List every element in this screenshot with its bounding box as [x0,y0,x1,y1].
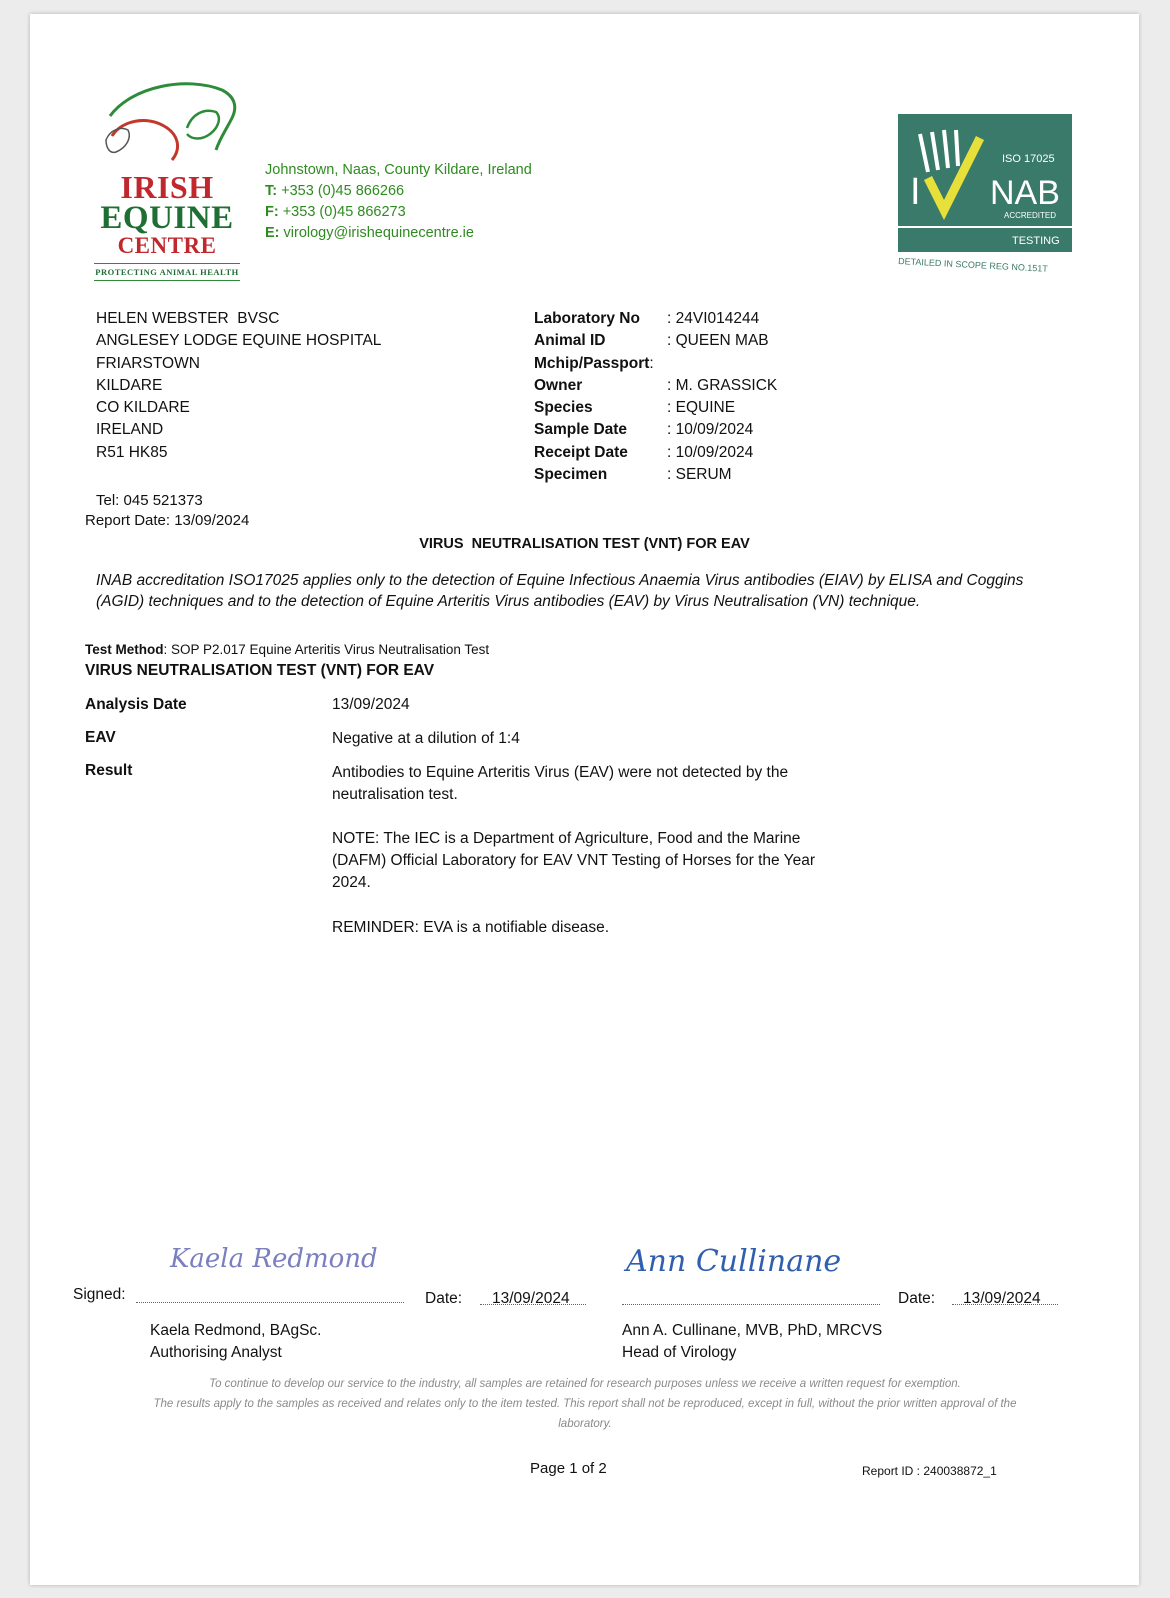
detail-key: Species [534,399,593,417]
signature-2-line [622,1304,880,1305]
contact-block [265,160,532,244]
recipient-line: HELEN WEBSTER BVSC [96,310,280,327]
recipient-line: FRIARSTOWN [96,354,200,372]
logo-line-centre: CENTRE [117,233,217,258]
fax-label: F: [265,204,279,220]
inab-iso-text: ISO 17025 [1002,153,1055,165]
detail-row [534,442,777,464]
reminder-note: REMINDER: EVA is a notifiable disease. [332,919,610,936]
detail-value: : SERUM [667,466,732,484]
accreditation-note: INAB accreditation ISO17025 applies only to the detection of Equine Infectious Anaemia Virus antibodies (EIAV) by ELISA and Coggins (AGID) techniques and to the detection of Equine Arteritis Virus antibodies (EAV) by Virus Neutralisation (VN) technique. [96,572,1024,610]
inab-accredited-text: ACCREDITED [1004,211,1057,220]
detail-key: Specimen [534,466,608,484]
report-page [30,14,1139,1585]
logo-tagline: PROTECTING ANIMAL HEALTH [95,267,239,277]
detail-key: Mchip/Passport [534,354,650,372]
report-date: Report Date: 13/09/2024 [85,512,250,529]
signed-label: Signed: [73,1286,126,1303]
contact-email [265,223,532,244]
detail-row [534,419,777,441]
logo-divider [94,263,240,264]
sig2-name: Ann A. Cullinane, MVB, PhD, MRCVS [622,1322,883,1339]
inab-logo-icon [898,114,1074,274]
iec-logo [92,78,242,300]
detail-row [534,330,777,352]
contact-phone [265,181,532,202]
lab-details [534,308,777,486]
signature-1-line [136,1302,404,1303]
analysis-date-value: 13/09/2024 [332,696,410,713]
dafm-note: NOTE: The IEC is a Department of Agriculture, Food and the Marine (DAFM) Official Laboratory for EAV VNT Testing of Horses for the Year 2024. [332,830,815,891]
email-value: virology@irishequinecentre.ie [283,225,474,241]
sig1-date: 13/09/2024 [492,1290,570,1307]
detail-value: : QUEEN MAB [667,332,769,350]
report-id: Report ID : 240038872_1 [862,1464,997,1478]
horse-logo-icon [92,78,242,173]
inab-i-text: I [910,171,921,213]
analysis-date-label: Analysis Date [85,696,187,713]
phone-value: +353 (0)45 866266 [281,183,405,199]
detail-value: : 10/09/2024 [667,421,754,439]
inab-badge [898,114,1074,274]
date-label-1: Date: [425,1290,463,1307]
eav-value: Negative at a dilution of 1:4 [332,730,520,747]
contact-fax [265,202,532,223]
detail-row [534,308,777,330]
detail-value: : [649,354,654,372]
detail-row [534,464,777,486]
sig1-title: Authorising Analyst [150,1344,282,1361]
logo-line-equine: EQUINE [100,200,234,236]
detail-key: Laboratory No [534,310,640,327]
detail-key: Sample Date [534,421,628,439]
page-number: Page 1 of 2 [530,1460,607,1477]
signature-2: Ann Cullinane [626,1244,842,1279]
date-label-2: Date: [898,1290,936,1307]
logo-line-irish: IRISH [120,169,214,205]
test-method-label: Test Method [85,642,164,657]
recipient-line: R51 HK85 [96,443,168,461]
footer-line-2: The results apply to the samples as received and relates only to the item tested. This report shall not be reproduced, except in full, without the prior written approval of the laboratory. [153,1398,1017,1430]
eav-label: EAV [85,729,116,746]
detail-key: Animal ID [534,332,606,350]
signature-1: Kaela Redmond [170,1244,378,1274]
recipient-line: CO KILDARE [96,399,190,417]
inab-nab-text: NAB [990,174,1060,212]
sig1-name: Kaela Redmond, BAgSc. [150,1322,322,1339]
result-label: Result [85,762,133,779]
footer-line-1: To continue to develop our service to the industry, all samples are retained for research purposes unless we receive a written request for exemption. [209,1378,961,1390]
sig2-date-line [952,1304,1058,1305]
section-title: VIRUS NEUTRALISATION TEST (VNT) FOR EAV [85,662,435,679]
recipient-line: IRELAND [96,421,164,439]
result-value: Antibodies to Equine Arteritis Virus (EAV) were not detected by the neutralisation test. [332,764,789,803]
footer-disclaimer [130,1374,1040,1434]
detail-value: : 24VI014244 [667,310,760,327]
detail-row [534,397,777,419]
detail-row [534,353,777,375]
contact-address: Johnstown, Naas, County Kildare, Ireland [265,162,532,178]
test-method [85,642,489,657]
detail-value: : 10/09/2024 [667,443,754,461]
detail-value: : EQUINE [667,399,736,417]
recipient-line: KILDARE [96,376,163,394]
sig1-date-line [480,1304,586,1305]
detail-key: Owner [534,376,583,394]
recipient-line: ANGLESEY LODGE EQUINE HOSPITAL [96,332,382,350]
sig2-date: 13/09/2024 [963,1290,1041,1307]
email-label: E: [265,225,280,241]
report-heading: VIRUS NEUTRALISATION TEST (VNT) FOR EAV [419,536,750,552]
detail-row [534,375,777,397]
fax-value: +353 (0)45 866273 [282,204,406,220]
sig2-title: Head of Virology [622,1344,737,1361]
test-method-value: : SOP P2.017 Equine Arteritis Virus Neutralisation Test [163,642,490,657]
phone-label: T: [265,183,278,199]
inab-scope-text: DETAILED IN SCOPE REG NO.151T [898,256,1049,274]
recipient-tel: Tel: 045 521373 [96,492,203,509]
detail-key: Receipt Date [534,443,628,461]
recipient-address [96,308,381,464]
logo-divider-bottom [94,280,240,281]
detail-value: : M. GRASSICK [667,376,778,394]
inab-testing-text: TESTING [1012,235,1060,247]
